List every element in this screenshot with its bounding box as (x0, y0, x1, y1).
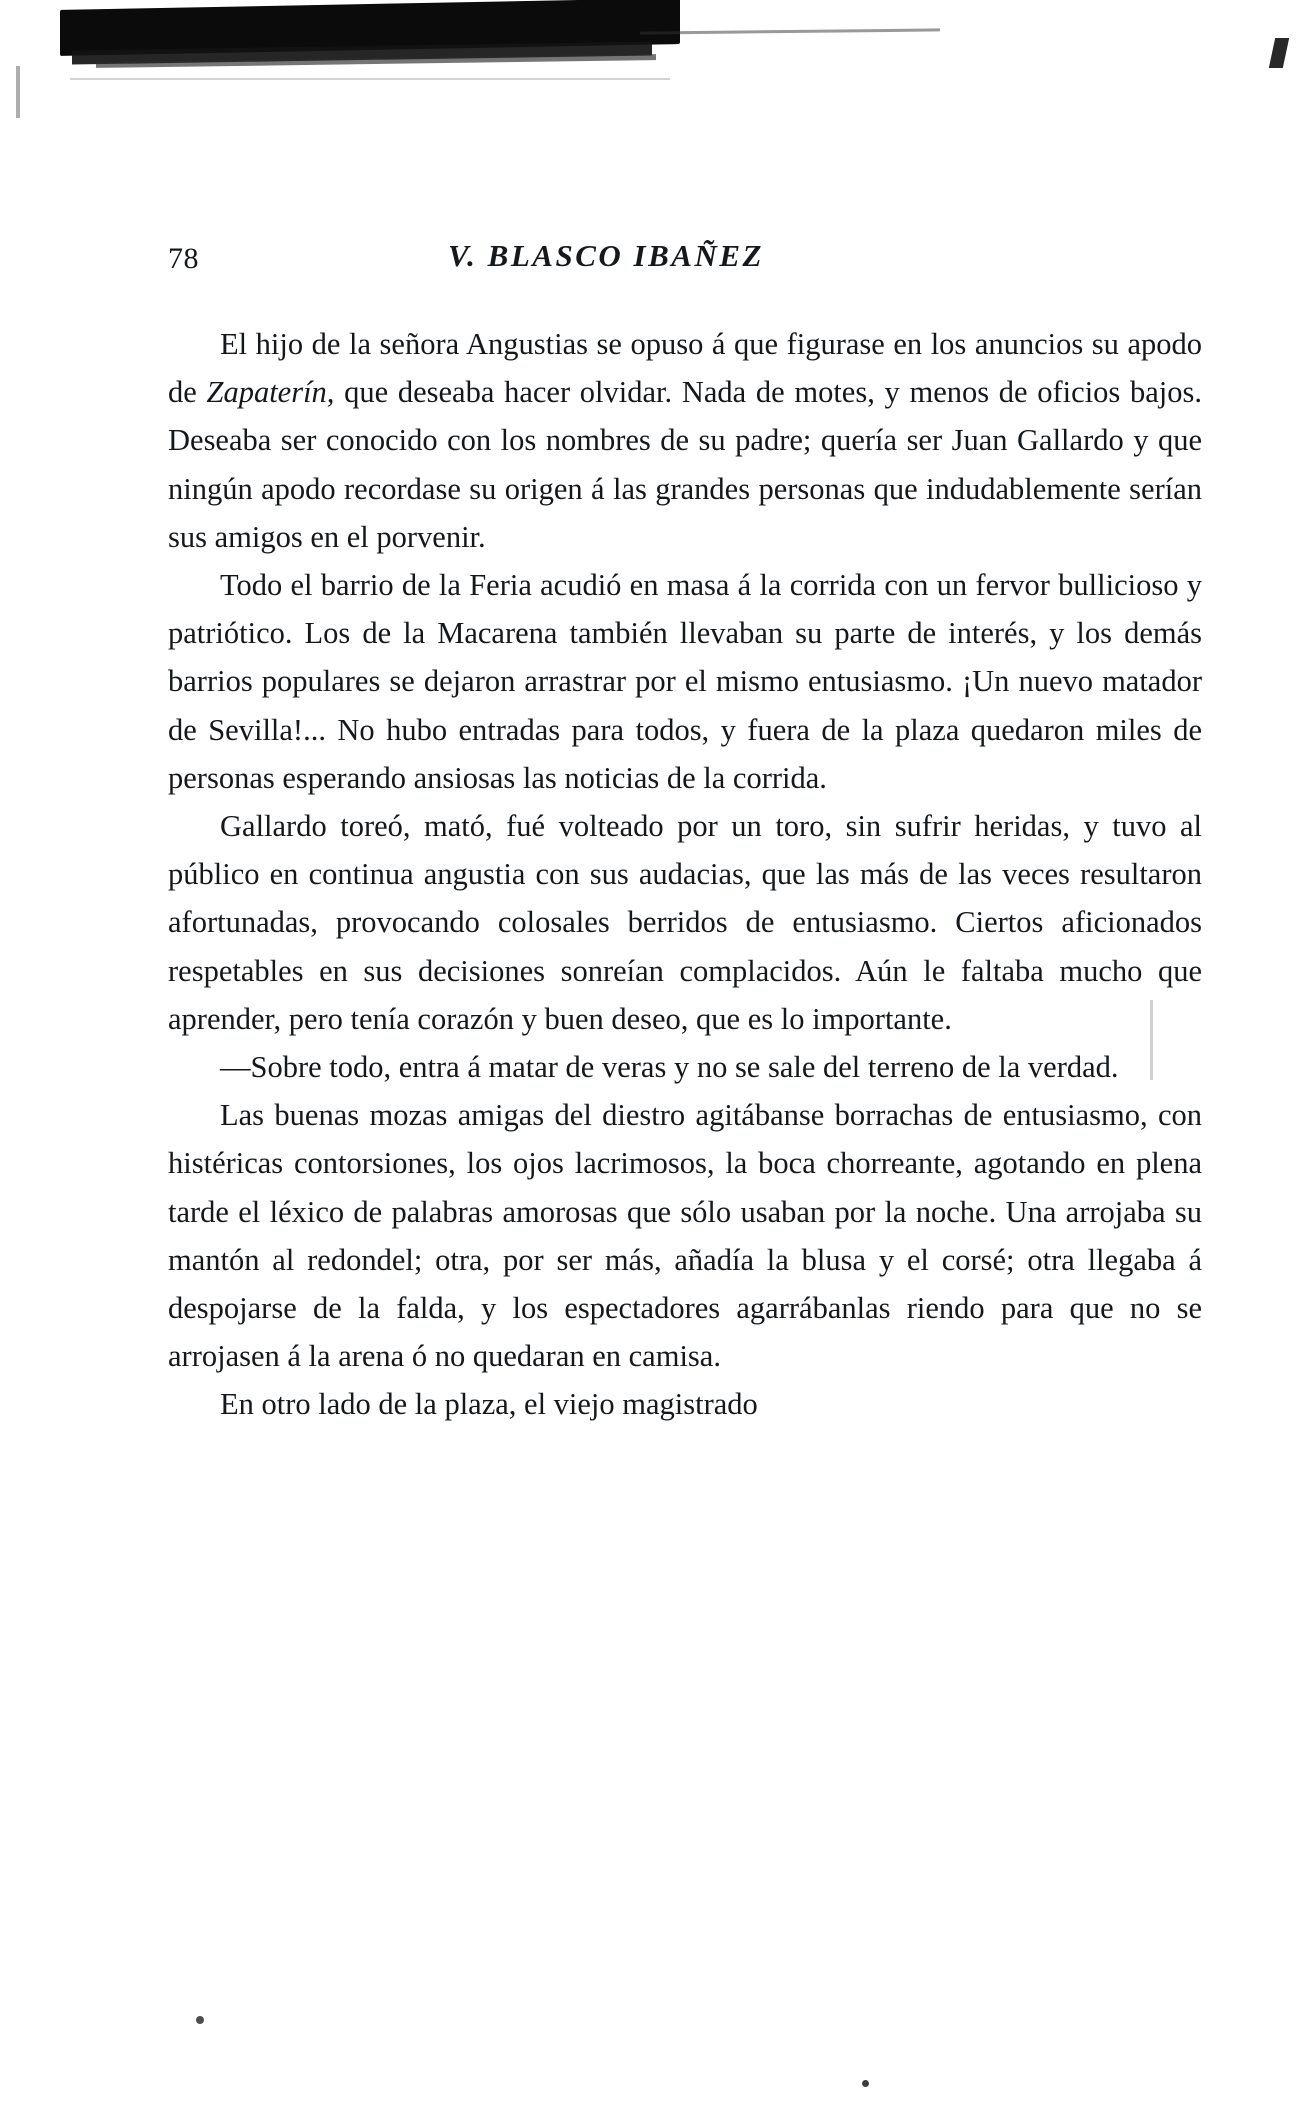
paragraph (168, 1091, 1202, 1380)
text-run: Las buenas mozas amigas del diestro agitábanse borrachas de entusiasmo, con histéricas contorsiones, los ojos lacrimosos, la boca chorreante, agotando en plena tarde el léxico de palabras amorosas que sólo usaban por la noche. Una arrojaba su mantón al redondel; otra, por ser más, añadía la blusa y el corsé; otra llegaba á despojarse de la falda, y los espectadores agarrábanlas riendo para que no se arrojasen á la arena ó no quedaran en camisa. (168, 1098, 1202, 1374)
emphasized-text: Zapaterín, (206, 375, 335, 410)
text-run: Gallardo toreó, mató, fué volteado por un toro, sin sufrir heridas, y tuvo al público en continua angustia con sus audacias, que las más de las veces resultaron afortunadas, provocando colosales berridos de entusiasmo. Ciertos aficionados respetables en sus decisiones sonreían complacidos. Aún le faltaba mucho que aprender, pero tenía corazón y buen deseo, que es lo importante. (168, 809, 1202, 1036)
scan-artifact-bottom-speck (196, 2016, 204, 2024)
page-body-text (168, 320, 1202, 1429)
paragraph (168, 561, 1202, 802)
running-head: V. BLASCO IBAÑEZ (448, 238, 764, 273)
page-number: 78 (168, 242, 199, 275)
paragraph (168, 320, 1202, 561)
text-run: Todo el barrio de la Feria acudió en masa á la corrida con un fervor bullicioso y patriótico. Los de la Macarena también llevaban su parte de interés, y los demás barrios populares se dejaron arrastrar por el mismo entusiasmo. ¡Un nuevo matador de Sevilla!... No hubo entradas para todos, y fuera de la plaza quedaron miles de personas esperando ansiosas las noticias de la corrida. (168, 568, 1202, 795)
text-run: —Sobre todo, entra á matar de veras y no se sale del terreno de la verdad. (220, 1050, 1119, 1085)
paragraph (168, 1380, 1202, 1428)
text-run: que deseaba hacer olvidar. Nada de motes, y menos de oficios bajos. Deseaba ser conocido con los nombres de su padre; quería ser Juan Gallardo y que ningún apodo recordase su origen á las grandes personas que indudablemente serían sus amigos en el porvenir. (168, 375, 1202, 554)
paragraph (168, 1043, 1202, 1091)
text-run: En otro lado de la plaza, el viejo magistrado (220, 1387, 758, 1422)
page-header (168, 238, 1208, 282)
paragraph (168, 802, 1202, 1043)
text-run: El hijo de la señora Angustias se opuso á que figurase en los anuncios su apodo de (168, 327, 1202, 410)
